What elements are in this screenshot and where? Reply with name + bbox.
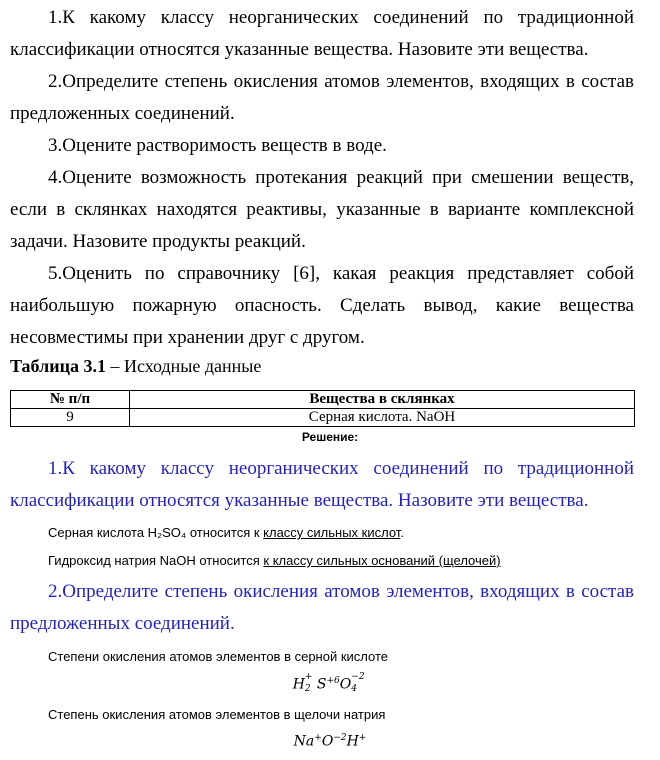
oxidation-label-acid: Степени окисления атомов элементов в серной кислоте <box>48 649 388 664</box>
answer-1-class: классу сильных кислот <box>263 525 401 540</box>
question-4: 4.Оцените возможность протекания реакций при смешении веществ, если в склянках находятся реактивы, указанные в варианте комплексной задачи. Назовите продукты реакций. <box>10 167 634 252</box>
question-3: 3.Оцените растворимость веществ в воде. <box>48 135 387 156</box>
answer-2-text: Гидроксид натрия NaOH относится <box>48 553 264 568</box>
solution-question-1: 1.К какому классу неорганических соединений по традиционной классификации относятся указанные вещества. Назовите эти вещества. <box>10 458 634 511</box>
answer-1-text: Серная кислота H₂SO₄ относится к <box>48 525 264 540</box>
table-header-row <box>11 391 635 409</box>
solution-question-2: 2.Определите степень окисления атомов элементов, входящих в состав предложенных соединений. <box>10 581 634 634</box>
table-header-number: № п/п <box>11 391 130 409</box>
oxidation-label-alkali: Степень окисления атомов элементов в щелочи натрия <box>48 707 386 722</box>
table-caption <box>10 354 261 378</box>
answer-2-class: к классу сильных оснований (щелочей) <box>263 553 501 568</box>
source-data-table <box>10 390 635 427</box>
answer-1 <box>48 524 404 542</box>
solution-title: Решение: <box>301 430 359 444</box>
table-caption-text: – Исходные данные <box>105 356 262 376</box>
table-header-substances: Вещества в склянках <box>130 391 635 409</box>
formula-sulfuric-acid: H + 2 $S^{+6}O$ −2 4 <box>292 671 365 694</box>
question-5: 5.Оценить по справочнику [6], какая реакция представляет собой наибольшую пожарную опасность. Сделать вывод, какие вещества несовместимы при хранении друг с другом. <box>10 263 634 348</box>
table-row <box>11 409 635 427</box>
answer-1-end: . <box>400 525 404 540</box>
answer-2 <box>48 552 501 570</box>
table-caption-number: Таблица 3.1 <box>10 356 106 376</box>
table-cell-number: 9 <box>11 409 130 427</box>
table-cell-substances: Серная кислота. NaOH <box>130 409 635 427</box>
question-1: 1.К какому классу неорганических соединений по традиционной классификации относятся указанные вещества. Назовите эти вещества. <box>10 7 634 60</box>
question-2: 2.Определите степень окисления атомов элементов, входящих в состав предложенных соединений. <box>10 71 634 124</box>
formula-sodium-hydroxide: $Na^+O^{-2}H^+$ <box>293 733 367 750</box>
